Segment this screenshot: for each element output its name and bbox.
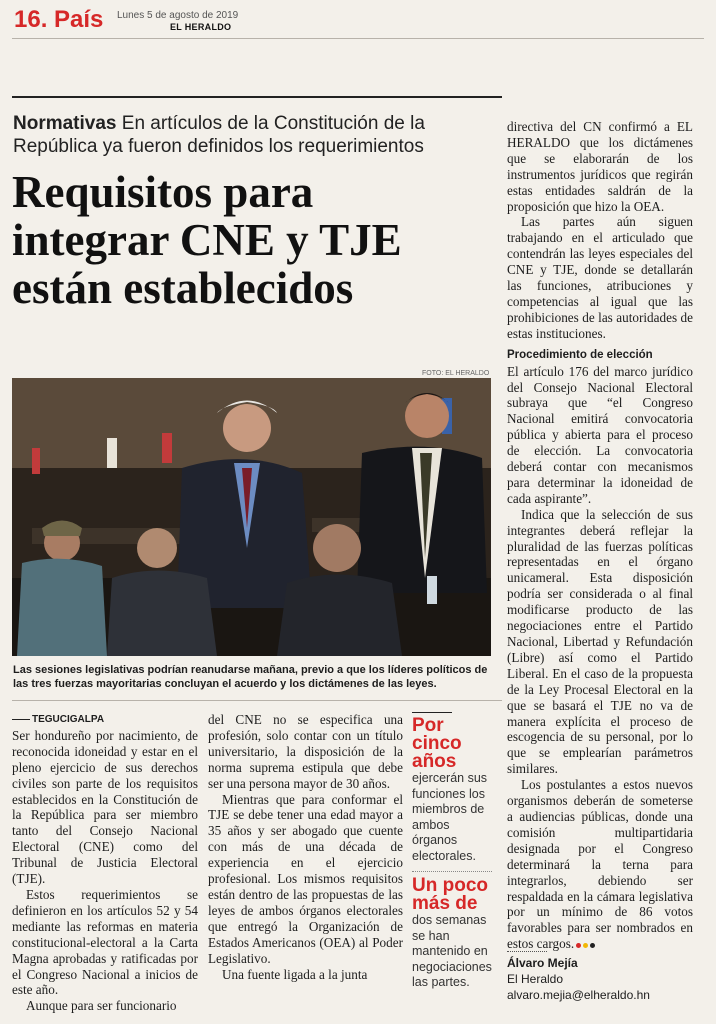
- fact-title: Un poco más de: [412, 875, 488, 914]
- author-signature: [507, 951, 697, 1003]
- subheading: Procedimiento de elección: [507, 348, 653, 361]
- paragraph: del CNE no se especifica una profesión, solo contar con un título universitario, la disposición de la norma suprema estipula que debe ser una persona mayor de 30 años.: [208, 712, 403, 791]
- paragraph: Estos requerimientos se definieron en los artículos 52 y 54 mediante las reformas en materia constitucional-electoral a la Carta Magna aprobadas y ratificadas por el Congreso Nacional a inicios de este año.: [12, 886, 198, 998]
- author-organization: El Heraldo: [507, 972, 564, 986]
- paragraph: Las partes aún siguen trabajando en el articulado que contendrán las leyes especiales del CNE y TJE, donde se detallarán las funciones, atribuciones y competencias al igual que las prohibiciones de las autoridades de estas instituciones.: [507, 214, 693, 341]
- paragraph: Una fuente ligada a la junta: [222, 966, 368, 982]
- paragraph: Mientras que para conformar el TJE se debe tener una edad mayor a 35 años y ser abogado que cuente con más de una década de experiencia en el ejercicio profesional. Los mismos requisitos están dentro de las propuestas de las leyes de ambos órganos electorales que entregó la Organización de Estados Americanos (OEA) al Poder Legislativo.: [208, 791, 403, 966]
- headline-line: integrar CNE y TJE: [12, 215, 402, 265]
- photo-caption: Las sesiones legislativas podrían reanudarse mañana, previo a que los líderes políticos de las tres fuerzas mayoritarias concluyan el acuerdo y los dictámenes de las leyes.: [13, 664, 488, 690]
- fact-text: dos semanas se han mantenido en negociaciones las partes.: [412, 913, 492, 989]
- body-column-1: [12, 712, 198, 1014]
- signature-rule: [507, 951, 547, 952]
- body-column-right: [507, 119, 693, 952]
- issue-date: Lunes 5 de agosto de 2019: [117, 10, 239, 21]
- headline-line: Requisitos para: [12, 167, 314, 217]
- photo-illustration: [12, 378, 491, 656]
- article-top-rule: [12, 96, 502, 98]
- newspaper-name: EL HERALDO: [170, 22, 232, 32]
- end-mark-icon: [583, 943, 588, 948]
- news-photo: [12, 378, 491, 656]
- section-title: 16. País: [14, 6, 104, 33]
- caption-rule: [12, 700, 502, 701]
- body-column-2: [208, 712, 403, 982]
- fact-text: ejercerán sus funciones los miembros de ambos órganos electorales.: [412, 771, 488, 863]
- fact-rule: [412, 712, 452, 713]
- paragraph: directiva del CN confirmó a EL HERALDO que los dictámenes que se elaborarán de los instrumentos jurídicos que regirán estas entidades saldrán de la proposición que hizo la OEA.: [507, 119, 693, 214]
- paragraph: Indica que la selección de sus integrantes deberá reflejar la pluralidad de las fuerzas políticas representadas en el órgano unicameral. Esta disposición podría ser considerada o al final modificarse producto de las negociaciones entre el Partido Nacional, Libertad y Refundación (Libre) así como el Partido Liberal. En el caso de la propuesta de la Ley Procesal Electoral en la que se basará el TJE no va de manera explícita el proceso de escogencia de su personal, por lo que se emplearían parámetros similares.: [507, 506, 693, 777]
- sidebar-facts: [412, 712, 497, 991]
- fact-divider: [412, 871, 492, 872]
- kicker: Normativas: [13, 113, 117, 134]
- end-mark-icon: [590, 943, 595, 948]
- paragraph: Aunque para ser funcionario: [26, 998, 177, 1014]
- paragraph: El artículo 176 del marco jurídico del Consejo Nacional Electoral subraya que “el Congreso Nacional emitirá convocatoria pública y abierta para el proceso de elección. La convocatoria deberá contar con mecanismos para determinar la idoneidad de cada aspirante”.: [507, 363, 693, 506]
- author-name: Álvaro Mejía: [507, 956, 578, 970]
- deck-text: En artículos de la Constitución de la República ya fueron definidos los requerimientos: [13, 113, 425, 157]
- end-mark-icon: [576, 943, 581, 948]
- headline-line: están establecidos: [12, 263, 354, 313]
- paragraph: Ser hondureño por nacimiento, de reconocida idoneidad y estar en el pleno ejercicio de sus derechos civiles son parte de los requisitos establecidos en la Constitución de la República para ser miembro tanto del Consejo Nacional Electoral (CNE) como del Tribunal de Justicia Electoral (TJE).: [12, 727, 198, 887]
- author-email: alvaro.mejia@elheraldo.hn: [507, 988, 650, 1002]
- paragraph: Los postulantes a estos nuevos organismos deberán de someterse a audiencias públicas, donde una comisión multipartidaria designada por el Congreso determinará la terna para integrarlos, debiendo ser respaldada en la cámara legislativa por un mínimo de 86 votos favorables para ser nombrados en estos cargos.: [507, 777, 693, 952]
- dateline: TEGUCIGALPA: [12, 712, 198, 728]
- article-deck: [13, 112, 503, 158]
- fact-title: Por cinco años: [412, 715, 462, 772]
- header-rule: [12, 38, 704, 39]
- photo-credit: FOTO: EL HERALDO: [422, 370, 490, 377]
- article-headline: [12, 168, 502, 312]
